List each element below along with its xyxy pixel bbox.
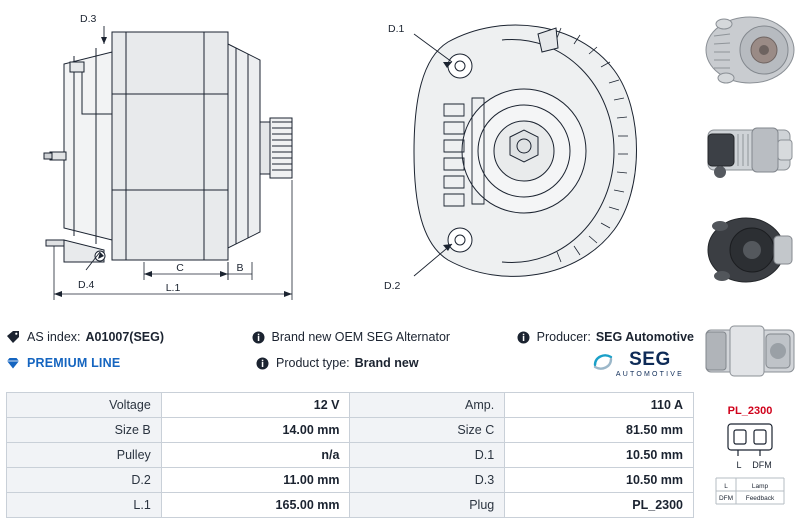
product-photo-3[interactable]	[700, 200, 800, 300]
producer-value: SEG Automotive	[595, 330, 694, 344]
label-d3: D.3	[80, 13, 97, 25]
as-index-label: AS index:	[27, 330, 81, 344]
tag-icon	[6, 330, 20, 344]
plug-legend-key-l: L	[724, 483, 728, 490]
table-row	[7, 493, 694, 518]
plug-legend-desc-dfm: Feedback	[745, 495, 775, 502]
seg-logo-subtitle: AUTOMOTIVE	[615, 371, 684, 378]
seg-automotive-logo	[616, 350, 684, 378]
side-view-svg	[8, 4, 338, 316]
spec-value-voltage: 12 V	[161, 393, 350, 418]
label-d2: D.2	[384, 280, 401, 292]
label-b: B	[236, 262, 244, 274]
product-type-label: Product type:	[276, 356, 350, 370]
product-info-band	[0, 320, 700, 390]
spec-value-size-c: 81.50 mm	[505, 418, 694, 443]
premium-line-block	[6, 356, 256, 370]
producer-block	[517, 330, 694, 344]
info-row-2	[6, 350, 694, 376]
premium-line-label: PREMIUM LINE	[27, 356, 121, 370]
spec-label-d3: D.3	[350, 468, 505, 493]
info-icon-3	[256, 357, 269, 370]
label-c: C	[176, 262, 184, 274]
specifications-table	[6, 392, 694, 518]
product-photo-4[interactable]	[700, 300, 800, 400]
label-d1: D.1	[388, 23, 405, 35]
spec-value-d1: 10.50 mm	[505, 443, 694, 468]
table-row	[7, 393, 694, 418]
spec-value-l1: 165.00 mm	[161, 493, 350, 518]
diamond-icon	[6, 356, 20, 370]
as-index-value: A01007(SEG)	[85, 330, 165, 344]
spec-value-amp: 110 A	[505, 393, 694, 418]
plug-pin-label-l: L	[736, 460, 742, 470]
info-icon-2	[517, 331, 530, 344]
producer-label: Producer:	[536, 330, 591, 344]
front-view-svg	[352, 4, 692, 316]
spec-value-pulley: n/a	[161, 443, 350, 468]
plug-code-label: PL_2300	[727, 405, 773, 417]
description-block	[252, 330, 517, 344]
product-photo-strip	[700, 0, 800, 522]
spec-value-plug: PL_2300	[505, 493, 694, 518]
table-row	[7, 418, 694, 443]
info-row-1	[6, 324, 694, 350]
seg-logo-word: SEG	[629, 349, 671, 370]
seg-swoosh-icon	[592, 351, 614, 373]
spec-label-d1: D.1	[350, 443, 505, 468]
description-label: Brand new OEM SEG Alternator	[271, 330, 451, 344]
as-index-block	[6, 330, 252, 344]
table-row	[7, 443, 694, 468]
table-row	[7, 468, 694, 493]
product-photo-2[interactable]	[700, 100, 800, 200]
label-l1: L.1	[165, 282, 181, 294]
spec-label-amp: Amp.	[350, 393, 505, 418]
alternator-front-view-drawing	[352, 4, 692, 316]
label-d4: D.4	[78, 279, 95, 291]
plug-legend-key-dfm: DFM	[718, 495, 734, 502]
product-type-value: Brand new	[354, 356, 419, 370]
plug-pin-label-dfm: DFM	[752, 460, 772, 470]
spec-label-size-c: Size C	[350, 418, 505, 443]
spec-label-l1: L.1	[7, 493, 162, 518]
product-photo-1[interactable]	[700, 0, 800, 100]
plug-diagram[interactable]	[700, 400, 800, 522]
spec-value-d3: 10.50 mm	[505, 468, 694, 493]
spec-value-size-b: 14.00 mm	[161, 418, 350, 443]
plug-legend-desc-l: Lamp	[751, 483, 769, 490]
spec-label-size-b: Size B	[7, 418, 162, 443]
spec-label-d2: D.2	[7, 468, 162, 493]
alternator-side-view-drawing	[8, 4, 338, 316]
spec-value-d2: 11.00 mm	[161, 468, 350, 493]
product-type-block	[256, 356, 526, 370]
info-icon-1	[252, 331, 265, 344]
spec-label-voltage: Voltage	[7, 393, 162, 418]
spec-label-plug: Plug	[350, 493, 505, 518]
spec-label-pulley: Pulley	[7, 443, 162, 468]
